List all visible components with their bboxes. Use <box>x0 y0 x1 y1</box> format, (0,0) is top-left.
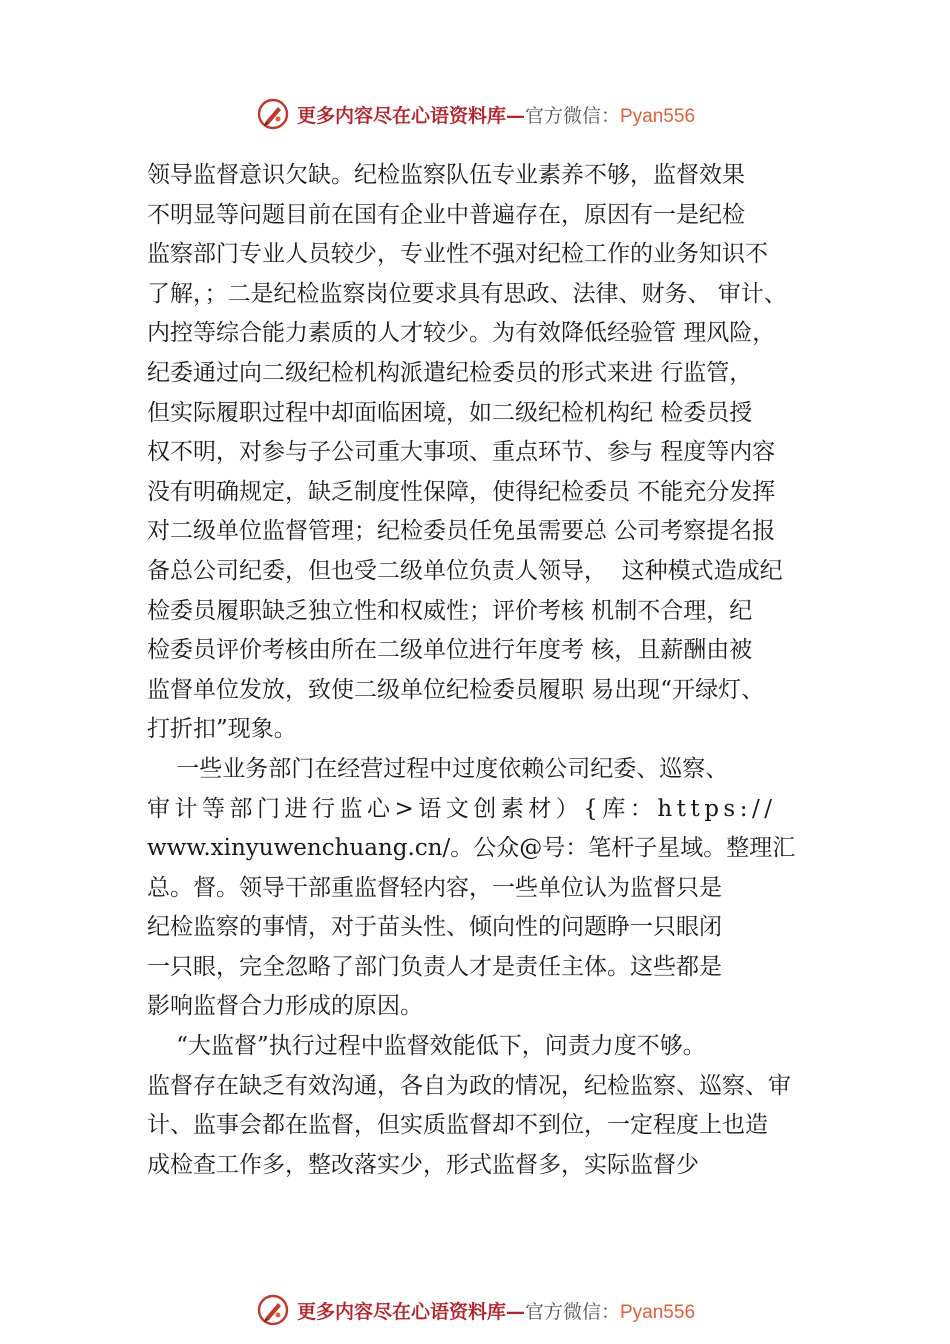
pen-logo-icon <box>255 1292 291 1328</box>
text-line: “大监督”执行过程中监督效能低下，问责力度不够。 <box>147 1033 706 1060</box>
text-line: 监督单位发放，致使二级单位纪检委员履职 易出现“开绿灯、 <box>147 676 765 703</box>
text-line: 内控等综合能力素质的人才较少。为有效降低经验管 理风险， <box>147 320 776 347</box>
text-line: 检委员履职缺乏独立性和权威性；评价考核 机制不合理，纪 <box>147 597 753 624</box>
text-line: 备总公司纪委，但也受二级单位负责人领导， 这种模式造成纪 <box>147 557 783 584</box>
banner-text <box>297 1297 695 1324</box>
banner-text <box>297 101 695 128</box>
paragraph <box>147 156 847 750</box>
text-line: 计、监事会都在监督，但实质监督却不到位，一定程度上也造 <box>147 1112 768 1139</box>
text-line: 权不明，对参与子公司重大事项、重点环节、参与 程度等内容 <box>147 439 776 466</box>
text-line: 纪检监察的事情，对于苗头性、倾向性的问题睁一只眼闭 <box>147 914 722 941</box>
paragraph <box>147 1027 847 1185</box>
text-line: 打折扣”现象。 <box>147 716 297 743</box>
text-line: 不明显等问题目前在国有企业中普遍存在，原因有一是纪检 <box>147 201 745 228</box>
text-line: 没有明确规定，缺乏制度性保障，使得纪检委员 不能充分发挥 <box>147 478 776 505</box>
document-body <box>147 156 847 1185</box>
text-line: 总。督。领导干部重监督轻内容，一些单位认为监督只是 <box>147 874 722 901</box>
banner-main: 更多内容尽在心语资料库— <box>296 104 525 127</box>
text-line: 领导监督意识欠缺。纪检监察队伍专业素养不够，监督效果 <box>147 162 745 188</box>
footer-banner <box>0 1290 950 1330</box>
banner-main: 更多内容尽在心语资料库— <box>296 1300 525 1323</box>
text-line: 一些业务部门在经营过程中过度依赖公司纪委、巡察、 <box>147 755 729 782</box>
text-line: 监督存在缺乏有效沟通，各自为政的情况，纪检监察、巡察、审 <box>147 1072 791 1099</box>
text-line: 了解，；二是纪检监察岗位要求具有思政、法律、财务、 审计、 <box>147 280 787 307</box>
text-line: 纪委通过向二级纪检机构派遣纪检委员的形式来进 行监管， <box>147 359 753 386</box>
banner-wechat-label: 官方微信： <box>524 1300 620 1323</box>
text-line: 检委员评价考核由所在二级单位进行年度考 核，且薪酬由被 <box>147 637 753 664</box>
text-line: 审计等部门进行监心>语文创素材）{库：https:// <box>147 795 777 822</box>
text-line: 但实际履职过程中却面临困境，如二级纪检机构纪 检委员授 <box>147 399 753 426</box>
text-line: www.xinyuwenchuang.cn/。公众@号：笔杆子星域。整理汇 <box>147 835 796 862</box>
text-line: 对二级单位监督管理；纪检委员任免虽需要总 公司考察提名报 <box>147 518 776 545</box>
banner-wechat-id: Pyan556 <box>620 1301 696 1323</box>
text-line: 一只眼，完全忽略了部门负责人才是责任主体。这些都是 <box>147 953 722 980</box>
text-line: 成检查工作多，整改落实少，形式监督多，实际监督少 <box>147 1151 699 1178</box>
pen-logo-icon <box>255 96 291 132</box>
text-line: 监察部门专业人员较少，专业性不强对纪检工作的业务知识不 <box>147 241 768 268</box>
paragraph <box>147 750 847 1027</box>
banner-wechat-id: Pyan556 <box>620 105 696 127</box>
banner-wechat-label: 官方微信： <box>524 104 620 127</box>
header-banner <box>0 94 950 134</box>
text-line: 影响监督合力形成的原因。 <box>147 993 423 1020</box>
